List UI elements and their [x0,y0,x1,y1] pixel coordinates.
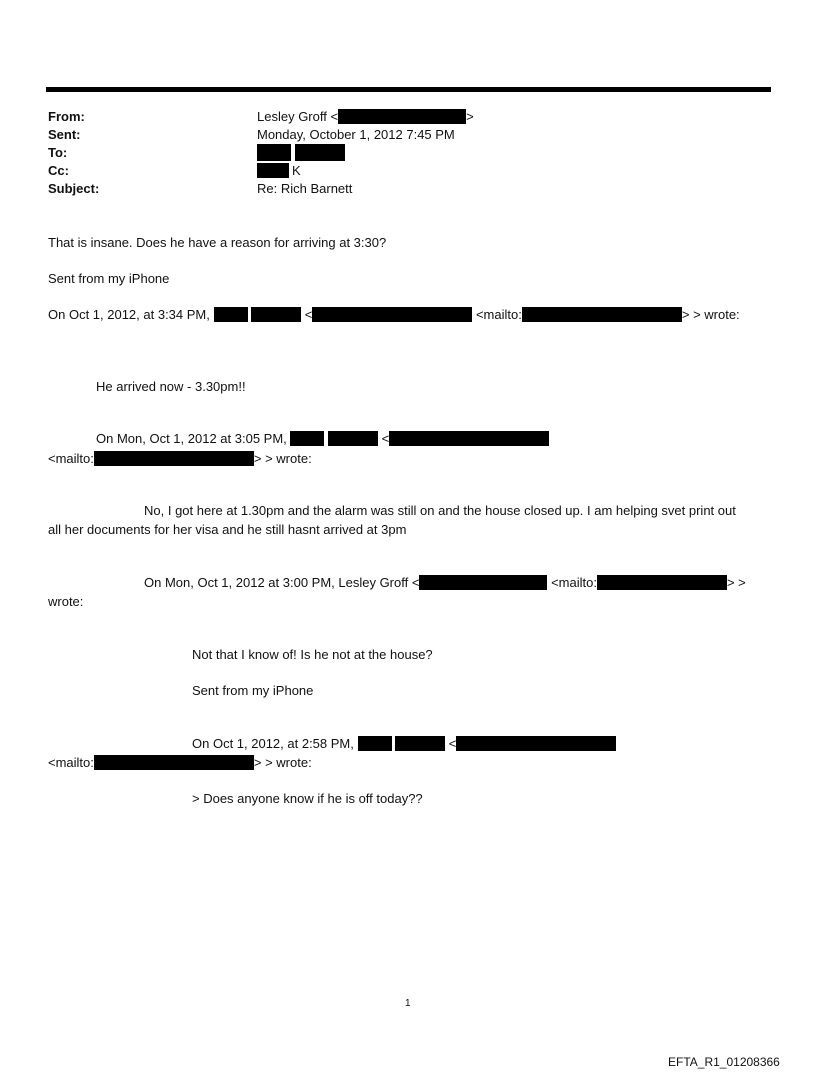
subject-label: Subject: [48,181,100,196]
quote-text: <mailto: [475,307,522,322]
signature: Sent from my iPhone [48,271,170,286]
quote-text: On Mon, Oct 1, 2012 at 3:00 PM, Lesley Groff < [144,575,420,590]
quote-text: <mailto: [551,575,597,590]
redaction [522,307,682,322]
header-rule [46,87,771,92]
redaction [338,109,466,124]
page-number: 1 [405,998,411,1009]
reply-text: That is insane. Does he have a reason for arriving at 3:30? [48,235,387,250]
quote-text: <mailto: [48,451,94,466]
quote-header-3 [144,575,746,591]
quote-text: > > wrote: [681,307,740,322]
sent-label: Sent: [48,127,81,142]
quote-text: > > wrote: [253,451,312,466]
to-redaction [257,144,291,161]
redaction [214,307,248,322]
quote-text: On Oct 1, 2012, at 2:58 PM, [192,736,354,751]
cc-value: K [292,163,301,178]
from-name: Lesley Groff < [257,109,339,124]
from-close: > [466,109,474,124]
redaction [328,431,378,446]
quote-text: > > wrote: [253,755,312,770]
message-4-signature: Sent from my iPhone [192,683,314,698]
quote-header-3-cont: wrote: [48,594,84,609]
quote-header-2 [96,431,549,447]
redaction [358,736,392,751]
quote-text: < [381,431,390,446]
redaction [251,307,301,322]
redaction [389,431,549,446]
to-label: To: [48,145,68,160]
redaction [456,736,616,751]
from-label: From: [48,109,85,124]
subject-value: Re: Rich Barnett [257,181,353,196]
from-value [257,109,474,125]
quote-text: > > [726,575,746,590]
quote-header-2-cont [48,451,312,467]
to-redaction [295,144,345,161]
message-2: He arrived now - 3.30pm!! [96,379,246,394]
redaction [290,431,324,446]
redaction [597,575,727,590]
quote-text: On Mon, Oct 1, 2012 at 3:05 PM, [96,431,287,446]
quote-header-4 [192,736,616,752]
message-4: Not that I know of! Is he not at the house? [192,647,433,662]
cc-label: Cc: [48,163,69,178]
message-3-line-2: all her documents for her visa and he still hasnt arrived at 3pm [48,522,407,537]
quote-text: < [304,307,313,322]
sent-value: Monday, October 1, 2012 7:45 PM [257,127,455,142]
quote-header-1 [48,307,740,323]
message-5: > Does anyone know if he is off today?? [192,791,423,806]
redaction [94,451,254,466]
quote-header-4-cont [48,755,312,771]
quote-text: On Oct 1, 2012, at 3:34 PM, [48,307,210,322]
redaction [94,755,254,770]
quote-text: < [448,736,457,751]
cc-redaction [257,163,289,178]
redaction [395,736,445,751]
message-3-line-1: No, I got here at 1.30pm and the alarm was still on and the house closed up. I am helping svet print out [144,503,736,518]
quote-text: <mailto: [48,755,94,770]
document-id: EFTA_R1_01208366 [668,1055,780,1069]
redaction [312,307,472,322]
redaction [419,575,547,590]
